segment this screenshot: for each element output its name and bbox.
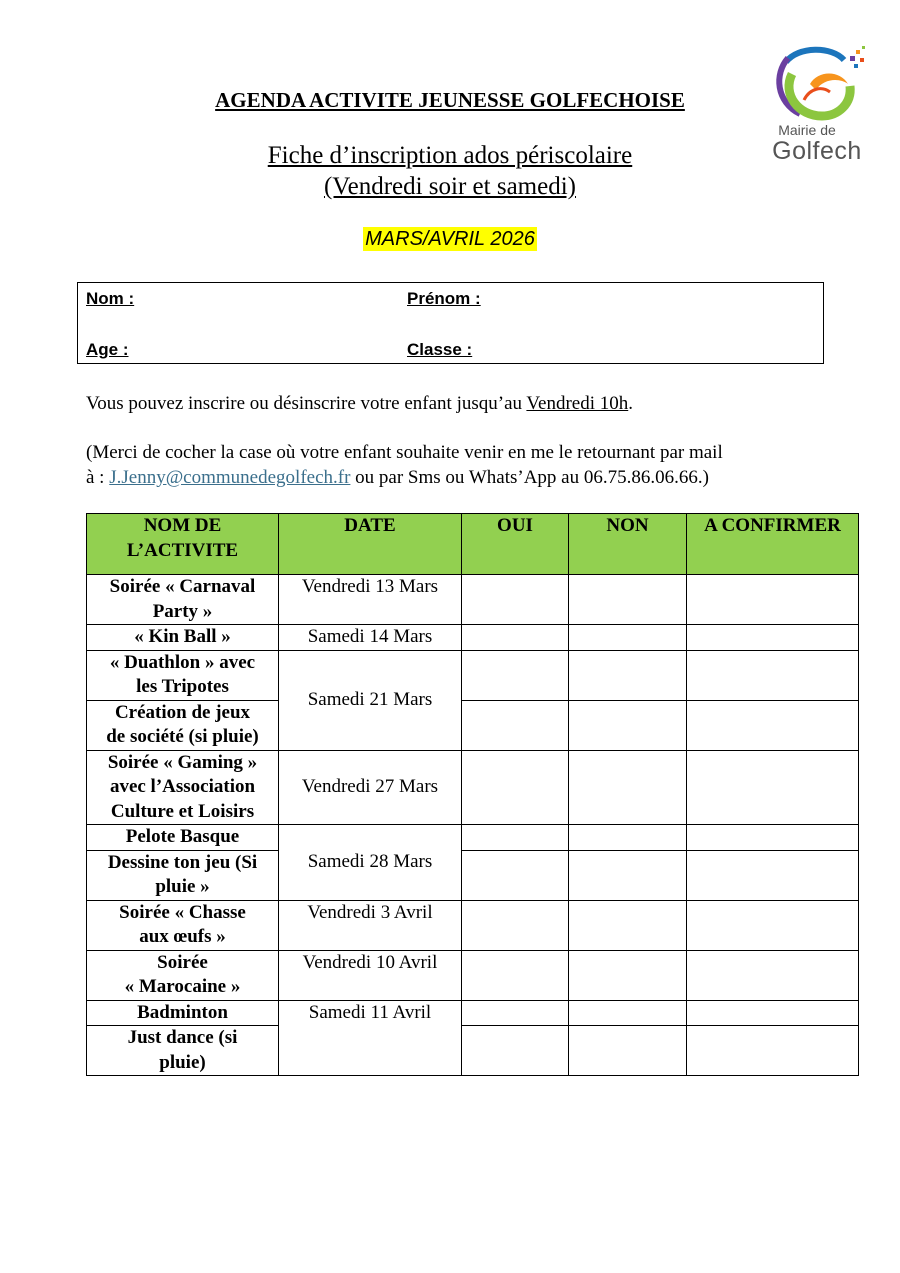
activity-line: « Marocaine » <box>124 976 241 997</box>
date-cell: Vendredi 3 Avril <box>279 900 462 950</box>
logo-swoosh-blue <box>786 50 844 62</box>
activity-cell <box>87 950 279 1000</box>
oui-checkbox-cell[interactable] <box>462 950 569 1000</box>
logo-subtitle: Mairie de <box>778 122 836 138</box>
activity-line: Culture et Loisirs <box>110 800 255 822</box>
activity-line: les Tripotes <box>136 676 229 697</box>
header-oui: OUI <box>462 514 569 575</box>
non-checkbox-cell[interactable] <box>569 850 687 900</box>
activity-line: aux œufs » <box>139 926 226 947</box>
header-confirm: A CONFIRMER <box>687 514 859 575</box>
table-row <box>87 750 859 825</box>
activity-line: Soirée « Gaming » <box>107 751 258 773</box>
confirm-checkbox-cell[interactable] <box>687 1026 859 1076</box>
non-checkbox-cell[interactable] <box>569 950 687 1000</box>
contact-prefix: à : <box>86 467 110 488</box>
logo-pixel <box>854 64 858 68</box>
deadline-suffix: . <box>628 393 633 414</box>
oui-checkbox-cell[interactable] <box>462 1000 569 1026</box>
oui-checkbox-cell[interactable] <box>462 750 569 825</box>
header-non: NON <box>569 514 687 575</box>
classe-label: Classe : <box>407 340 473 359</box>
form-subtitle <box>0 140 900 202</box>
activity-line: Dessine ton jeu (Si <box>107 851 258 873</box>
table-row <box>87 900 859 950</box>
activity-line: Pelote Basque <box>125 826 240 847</box>
table-row <box>87 650 859 700</box>
non-checkbox-cell[interactable] <box>569 750 687 825</box>
deadline-info <box>86 391 633 416</box>
prenom-label: Prénom : <box>407 289 481 308</box>
table-row <box>87 700 859 750</box>
activity-line: Soirée « Carnaval <box>109 576 256 597</box>
contact-line-1: (Merci de cocher la case où votre enfant souhaite venir en me le retournant par mail <box>86 442 723 463</box>
activity-cell <box>87 850 279 900</box>
oui-checkbox-cell[interactable] <box>462 850 569 900</box>
oui-checkbox-cell[interactable] <box>462 825 569 851</box>
non-checkbox-cell[interactable] <box>569 900 687 950</box>
confirm-checkbox-cell[interactable] <box>687 1000 859 1026</box>
date-cell: Vendredi 13 Mars <box>279 575 462 625</box>
logo-name: Golfech <box>772 137 862 165</box>
confirm-checkbox-cell[interactable] <box>687 625 859 651</box>
non-checkbox-cell[interactable] <box>569 650 687 700</box>
header-date: DATE <box>279 514 462 575</box>
contact-suffix: ou par Sms ou Whats’App au 06.75.86.06.66.) <box>350 467 709 488</box>
oui-checkbox-cell[interactable] <box>462 1026 569 1076</box>
activity-line: Party » <box>152 600 213 622</box>
period-highlight: MARS/AVRIL 2026 <box>365 228 535 250</box>
table-row <box>87 950 859 1000</box>
email-link[interactable]: J.Jenny@communedegolfech.fr <box>109 467 351 488</box>
logo-pixel <box>860 58 864 62</box>
confirm-checkbox-cell[interactable] <box>687 850 859 900</box>
confirm-checkbox-cell[interactable] <box>687 950 859 1000</box>
activity-cell <box>87 625 279 651</box>
activity-line: Just dance (si <box>127 1027 238 1048</box>
table-row <box>87 850 859 900</box>
activity-cell <box>87 1026 279 1076</box>
page-title: AGENDA ACTIVITE JEUNESSE GOLFECHOISE <box>215 88 685 112</box>
deadline-prefix: Vous pouvez inscrire ou désinscrire votre enfant jusqu’au <box>86 393 527 414</box>
oui-checkbox-cell[interactable] <box>462 575 569 625</box>
confirm-checkbox-cell[interactable] <box>687 750 859 825</box>
non-checkbox-cell[interactable] <box>569 700 687 750</box>
table-row <box>87 1000 859 1026</box>
activities-table <box>86 513 859 1076</box>
activity-cell <box>87 900 279 950</box>
activity-line: pluie) <box>159 1051 206 1073</box>
header-activity-line-2: L’ACTIVITE <box>126 539 239 561</box>
confirm-checkbox-cell[interactable] <box>687 825 859 851</box>
activity-line: pluie » <box>155 876 210 897</box>
confirm-checkbox-cell[interactable] <box>687 900 859 950</box>
header-activity-line-1: NOM DE <box>143 515 222 536</box>
activity-cell <box>87 1000 279 1026</box>
subtitle-line-1: Fiche d’inscription ados périscolaire <box>267 142 633 169</box>
non-checkbox-cell[interactable] <box>569 825 687 851</box>
activity-cell <box>87 825 279 851</box>
activity-line: Création de jeux <box>114 701 251 723</box>
activity-cell <box>87 750 279 825</box>
non-checkbox-cell[interactable] <box>569 1000 687 1026</box>
activity-cell <box>87 575 279 625</box>
logo-pixel <box>850 56 855 61</box>
non-checkbox-cell[interactable] <box>569 625 687 651</box>
activity-cell <box>87 650 279 700</box>
confirm-checkbox-cell[interactable] <box>687 700 859 750</box>
activity-line: Soirée <box>157 951 208 973</box>
logo-pixel <box>862 46 865 49</box>
subtitle-line-2: (Vendredi soir et samedi) <box>323 173 576 200</box>
activity-line: Badminton <box>137 1001 228 1023</box>
activity-line: Soirée « Chasse <box>119 901 246 923</box>
table-row <box>87 625 859 651</box>
table-row <box>87 825 859 851</box>
confirm-checkbox-cell[interactable] <box>687 575 859 625</box>
table-row <box>87 1026 859 1076</box>
date-cell: Vendredi 10 Avril <box>279 950 462 1000</box>
period-wrapper <box>0 228 900 251</box>
date-cell: Samedi 11 Avril <box>279 1000 462 1076</box>
header-activity <box>87 514 279 575</box>
nom-label: Nom : <box>86 289 135 308</box>
oui-checkbox-cell[interactable] <box>462 700 569 750</box>
non-checkbox-cell[interactable] <box>569 1026 687 1076</box>
date-cell: Vendredi 27 Mars <box>279 750 462 825</box>
activity-line: « Duathlon » avec <box>109 651 256 673</box>
deadline-day: Vendredi 10h <box>526 393 629 414</box>
activity-cell <box>87 700 279 750</box>
oui-checkbox-cell[interactable] <box>462 625 569 651</box>
activity-line: avec l’Association <box>109 776 256 797</box>
table-row <box>87 575 859 625</box>
activity-line: de société (si pluie) <box>106 726 259 747</box>
date-cell: Samedi 21 Mars <box>279 650 462 750</box>
non-checkbox-cell[interactable] <box>569 575 687 625</box>
identity-box <box>77 282 824 364</box>
date-cell: Samedi 28 Mars <box>279 825 462 901</box>
logo-pixel <box>856 50 860 54</box>
age-label: Age : <box>86 340 129 359</box>
oui-checkbox-cell[interactable] <box>462 900 569 950</box>
contact-info <box>86 440 723 490</box>
table-header-row <box>87 514 859 575</box>
contact-line-2 <box>86 465 723 490</box>
activity-line: « Kin Ball » <box>134 626 231 647</box>
confirm-checkbox-cell[interactable] <box>687 650 859 700</box>
oui-checkbox-cell[interactable] <box>462 650 569 700</box>
date-cell: Samedi 14 Mars <box>279 625 462 651</box>
